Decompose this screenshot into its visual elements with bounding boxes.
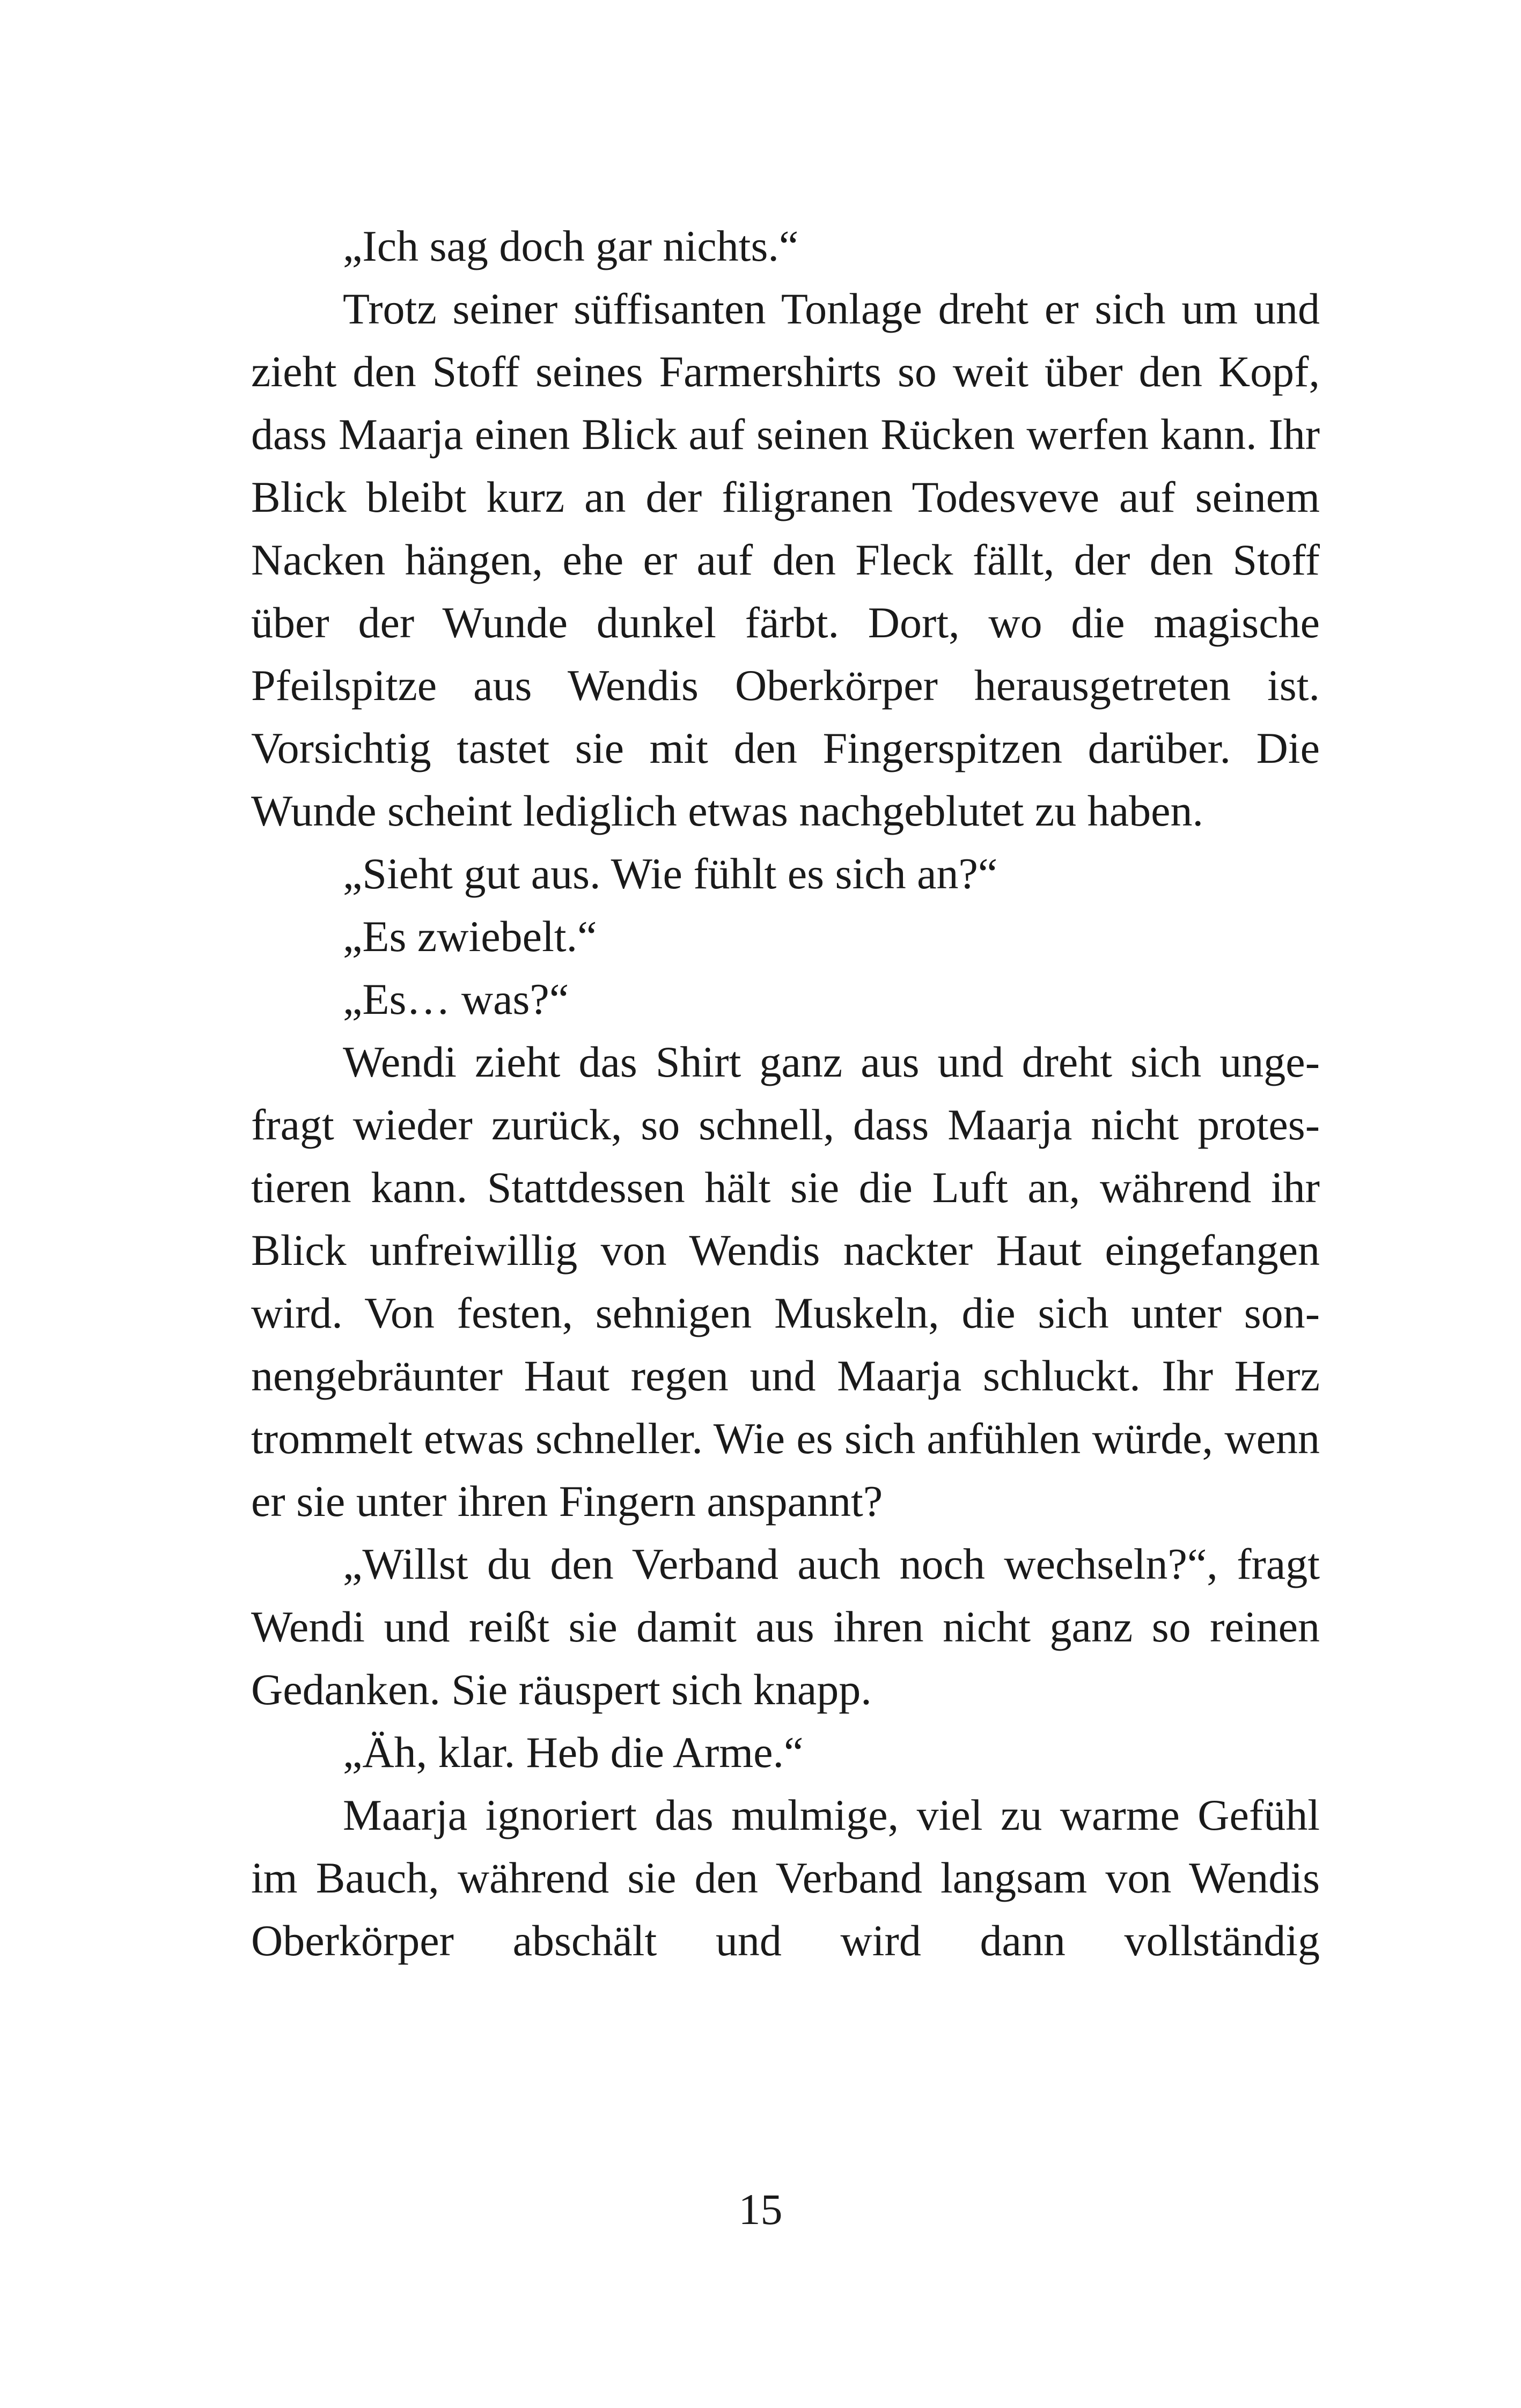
paragraph: „Es zwiebelt.“ bbox=[343, 912, 597, 961]
paragraph: Wendi zieht das Shirt ganz aus und dreht sich ungefragt wieder zurück, so schnell, dass Maarja nicht protestieren kann. Stattdessen hält sie die Luft an, während ihr Blick unfreiwillig von Wendis nackter Haut eingefangen wird. Von festen, sehnigen Muskeln, die sich unter sonnengebräunter Haut regen und Maarja schluckt. Ihr Herz trommelt etwas schneller. Wie es sich anfühlen würde, wenn er sie unter ihren Fingern anspannt? bbox=[251, 1037, 1320, 1526]
paragraph: „Ich sag doch gar nichts.“ bbox=[343, 222, 799, 270]
paragraph: „Es… was?“ bbox=[343, 975, 569, 1023]
paragraph: „Willst du den Verband auch noch wechseln?“, fragt Wendi und reißt sie damit aus ihren nicht ganz so reinen Gedanken. Sie räuspert sich knapp. bbox=[251, 1540, 1320, 1714]
page-number: 15 bbox=[738, 2185, 783, 2234]
paragraph: Maarja ignoriert das mulmige, viel zu warme Gefühl im Bauch, während sie den Verband langsam von Wendis Oberkörper abschält und wird dann vollständig bbox=[251, 1791, 1320, 1965]
body-text bbox=[251, 215, 1320, 1972]
paragraph: Trotz seiner süffisanten Tonlage dreht er sich um und zieht den Stoff seines Farmershirts so weit über den Kopf, dass Maarja einen Blick auf seinen Rücken werfen kann. Ihr Blick bleibt kurz an der filigranen Todesveve auf seinem Nacken hängen, ehe er auf den Fleck fällt, der den Stoff über der Wunde dunkel färbt. Dort, wo die magische Pfeilspitze aus Wendis Oberkörper herausgetreten ist. Vorsichtig tastet sie mit den Fingerspitzen darüber. Die Wunde scheint lediglich etwas nachgeblutet zu haben. bbox=[251, 284, 1320, 835]
paragraph: „Äh, klar. Heb die Arme.“ bbox=[343, 1728, 804, 1777]
paragraph: „Sieht gut aus. Wie fühlt es sich an?“ bbox=[343, 849, 998, 898]
